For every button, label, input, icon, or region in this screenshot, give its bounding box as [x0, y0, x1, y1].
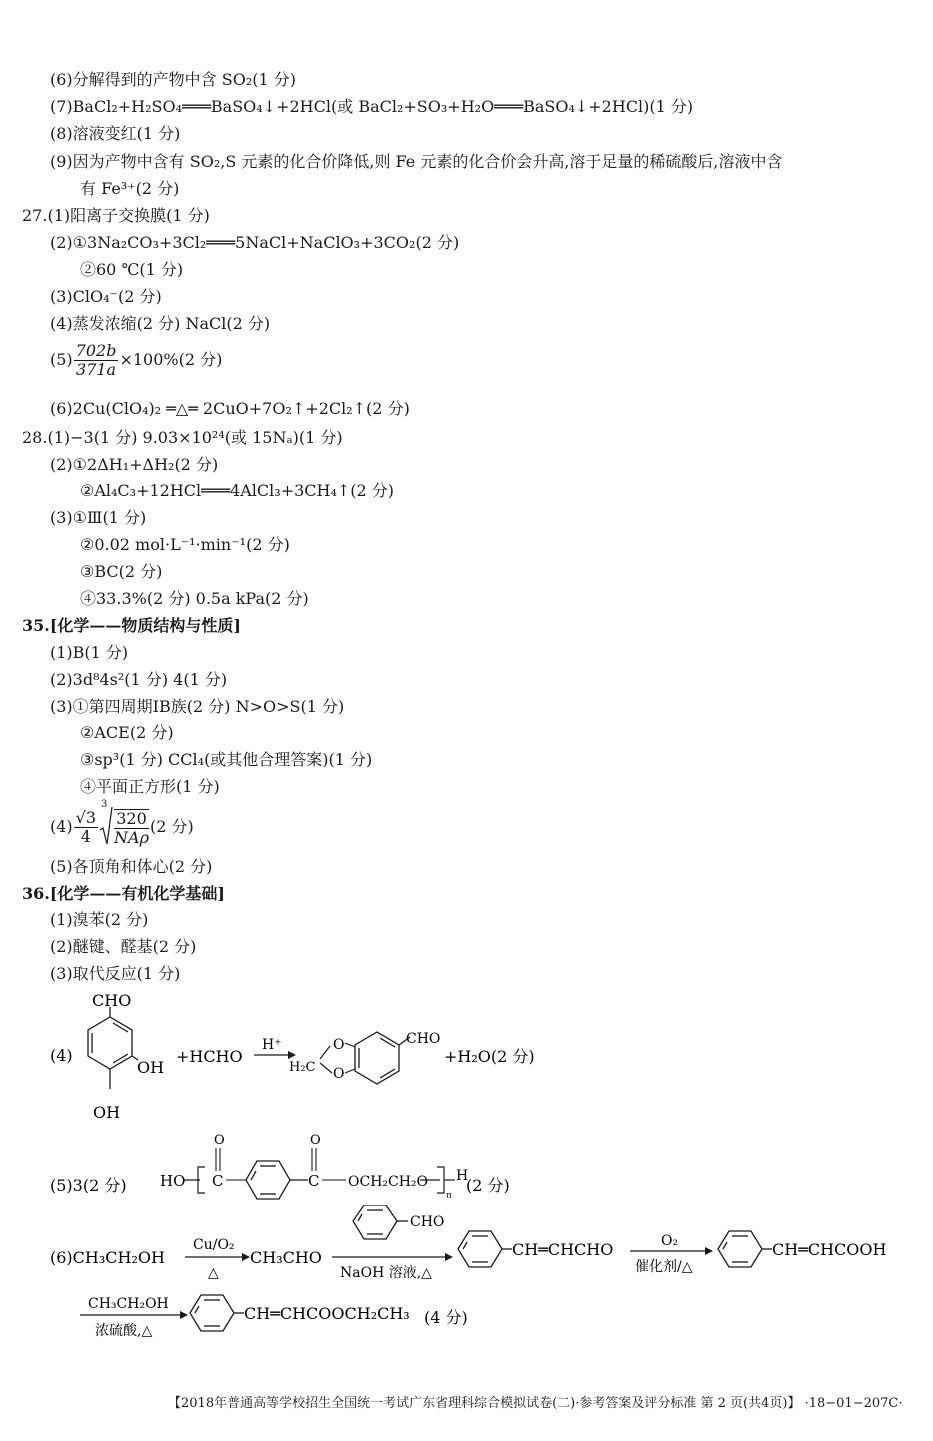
- q36-item-5-oxygen-2: O: [310, 1133, 321, 1148]
- benzene-ring-icon: [458, 1231, 512, 1267]
- q28-item-2-2: ②Al₄C₃+12HCl═══4AlCl₃+3CH₄↑(2 分): [80, 481, 395, 500]
- q27-item-5-prefix: (5): [50, 350, 73, 369]
- q35-item-4-prefix: (4): [50, 817, 73, 836]
- q35-item-4-root-index: 3: [101, 798, 108, 810]
- q27-item-5-fraction: [74, 342, 119, 379]
- q36-item-6-cond-4-top: CH₃CH₂OH: [88, 1296, 169, 1312]
- q36-item-5-carbon-2: C: [308, 1172, 320, 1190]
- q27-item-5-denominator: 371a: [76, 360, 117, 379]
- q36-item-5-carbon-1: C: [212, 1172, 224, 1190]
- q36-item-3: (3)取代反应(1 分): [50, 964, 181, 983]
- q27-item-2-2: ②60 ℃(1 分): [80, 260, 184, 279]
- q36-item-6-start: (6)CH₃CH₂OH: [50, 1248, 165, 1267]
- arrow-head-icon: [288, 1051, 296, 1059]
- q35-item-4: [50, 798, 194, 850]
- q35-item-1: (1)B(1 分): [50, 643, 129, 662]
- radical-sign-icon: [99, 806, 113, 846]
- q36-item-5-polymer: [0, 1130, 933, 1205]
- benzene-ring-icon: [718, 1231, 772, 1267]
- q36-item-4-reaction: [0, 985, 933, 1130]
- q36-item-6-cond-3-top: O₂: [661, 1233, 679, 1249]
- q35-item-4-numerator: √3: [75, 808, 97, 827]
- q36-item-6-cond-2-top: CHO: [410, 1214, 445, 1230]
- polymer-bracket-left-icon: [183, 1167, 205, 1193]
- q36-item-4-suffix: +H₂O(2 分): [444, 1047, 535, 1066]
- q36-item-6-suffix: (4 分): [424, 1308, 468, 1327]
- benzene-ring-icon: [353, 1205, 408, 1239]
- q36-item-5-h-label: H: [456, 1168, 469, 1184]
- q35-item-4-suffix: (2 分): [150, 817, 194, 836]
- q35-item-3-3: ③sp³(1 分) CCl₄(或其他合理答案)(1 分): [80, 750, 373, 769]
- q36-item-6-cond-1-top: Cu/O₂: [193, 1237, 235, 1253]
- q36-item-4-oh-label-2: OH: [93, 1103, 121, 1122]
- q36-item-5-n-label: n: [446, 1191, 452, 1201]
- q26-item-7: (7)BaCl₂+H₂SO₄═══BaSO₄↓+2HCl(或 BaCl₂+SO₃+H₂O═══BaSO₄↓+2HCl)(1 分): [50, 97, 694, 116]
- q35-item-4-root-numerator: 320: [114, 810, 149, 829]
- q27-item-5: [50, 340, 222, 380]
- q35-item-4-root-fraction: [114, 809, 149, 847]
- q35-item-2: (2)3d⁸4s²(1 分) 4(1 分): [50, 670, 228, 689]
- q26-item-9-line2: 有 Fe³⁺(2 分): [80, 179, 180, 198]
- q36-item-6-product-4: CH═CHCOOCH₂CH₃: [244, 1304, 410, 1323]
- q36-item-5-oxygen-1: O: [214, 1133, 225, 1148]
- q27-item-5-numerator: 702b: [75, 341, 117, 360]
- q36-item-4-prefix: (4): [50, 1046, 73, 1065]
- q36-heading: 36.[化学——有机化学基础]: [22, 884, 225, 903]
- q36-item-4-oh-label-1: OH: [137, 1058, 165, 1077]
- arrow-head-icon: [242, 1253, 250, 1261]
- q36-item-4-h2c-label: H₂C: [289, 1060, 316, 1075]
- q27-item-2-1: (2)①3Na₂CO₃+3Cl₂═══5NaCl+NaClO₃+3CO₂(2 分): [50, 233, 460, 252]
- q36-item-4-cho-label-2: CHO: [406, 1031, 441, 1047]
- q26-item-6: (6)分解得到的产物中含 SO₂(1 分): [50, 70, 296, 89]
- q36-item-6-cond-2-bottom: NaOH 溶液,△: [340, 1265, 432, 1281]
- benzene-ring-icon: [190, 1295, 244, 1331]
- q35-item-4-cube-root: [99, 798, 150, 850]
- q28-item-3-2: ②0.02 mol·L⁻¹·min⁻¹(2 分): [80, 535, 290, 554]
- benzene-ring-icon: [88, 1007, 138, 1089]
- q28-item-3-4: ④33.3%(2 分) 0.5a kPa(2 分): [80, 589, 309, 608]
- q35-item-4-denominator: 4: [80, 827, 91, 846]
- q36-item-4-o-label-1: O: [333, 1037, 345, 1053]
- arrow-head-icon: [445, 1253, 453, 1261]
- benzene-ring-icon: [246, 1161, 308, 1199]
- q36-item-4-cho-label: CHO: [92, 991, 132, 1010]
- q27-item-5-suffix: ×100%(2 分): [119, 350, 223, 369]
- q35-item-4-fraction: [74, 809, 98, 846]
- q28-item-3-1: (3)①Ⅲ(1 分): [50, 508, 147, 527]
- arrow-head-icon: [705, 1247, 713, 1255]
- q36-item-6-cond-3-bottom: 催化剂/△: [635, 1259, 693, 1275]
- q35-item-3-2: ②ACE(2 分): [80, 723, 174, 742]
- q36-item-2: (2)醚键、醛基(2 分): [50, 937, 197, 956]
- q35-item-5: (5)各顶角和体心(2 分): [50, 857, 213, 876]
- q36-item-1: (1)溴苯(2 分): [50, 910, 149, 929]
- q35-heading: 35.[化学——物质结构与性质]: [22, 616, 241, 635]
- q26-item-8: (8)溶液变红(1 分): [50, 124, 181, 143]
- q36-item-6-synthesis: [0, 1205, 933, 1355]
- q36-item-6-product-2: CH═CHCHO: [512, 1240, 614, 1259]
- arrow-head-icon: [180, 1311, 188, 1319]
- q27-item-4: (4)蒸发浓缩(2 分) NaCl(2 分): [50, 314, 271, 333]
- q36-item-6-cond-1-bottom: △: [208, 1265, 219, 1281]
- q36-item-5-suffix: (2 分): [466, 1176, 510, 1195]
- q28-item-1: 28.(1)−3(1 分) 9.03×10²⁴(或 15Nₐ)(1 分): [22, 428, 343, 447]
- q27-item-3: (3)ClO₄⁻(2 分): [50, 287, 162, 306]
- q36-item-5-ho-label: HO: [160, 1172, 186, 1190]
- q36-item-4-o-label-2: O: [333, 1066, 345, 1082]
- page-footer: 【2018年普通高等学校招生全国统一考试广东省理科综合模拟试卷(二)·参考答案及评分标准 第 2 页(共4页)】 ·18−01−207C·: [168, 1396, 903, 1411]
- q26-item-9-line1: (9)因为产物中含有 SO₂,S 元素的化合价降低,则 Fe 元素的化合价会升高,溶于足量的稀硫酸后,溶液中含: [50, 152, 783, 171]
- q36-item-5-prefix: (5)3(2 分): [50, 1176, 127, 1195]
- q36-item-4-reagent: +HCHO: [176, 1047, 243, 1066]
- q27-item-6: (6)2Cu(ClO₄)₂ ═△═ 2CuO+7O₂↑+2Cl₂↑(2 分): [50, 399, 410, 418]
- q36-item-4-condition: H⁺: [262, 1037, 282, 1053]
- q28-item-3-3: ③BC(2 分): [80, 562, 163, 581]
- q35-item-3-4: ④平面正方形(1 分): [80, 777, 220, 796]
- q36-item-5-chain: OCH₂CH₂O: [348, 1174, 429, 1190]
- q28-item-2-1: (2)①2ΔH₁+ΔH₂(2 分): [50, 455, 219, 474]
- q36-item-6-cond-4-bottom: 浓硫酸,△: [95, 1323, 153, 1339]
- q35-item-4-root-denominator: NAρ: [114, 828, 150, 847]
- benzene-ring-icon: [355, 1032, 410, 1084]
- q35-item-3-1: (3)①第四周期ⅠB族(2 分) N>O>S(1 分): [50, 697, 345, 716]
- q27-item-1: 27.(1)阳离子交换膜(1 分): [22, 206, 210, 225]
- q36-item-6-product-1: CH₃CHO: [250, 1248, 322, 1267]
- q36-item-6-product-3: CH═CHCOOH: [772, 1240, 887, 1259]
